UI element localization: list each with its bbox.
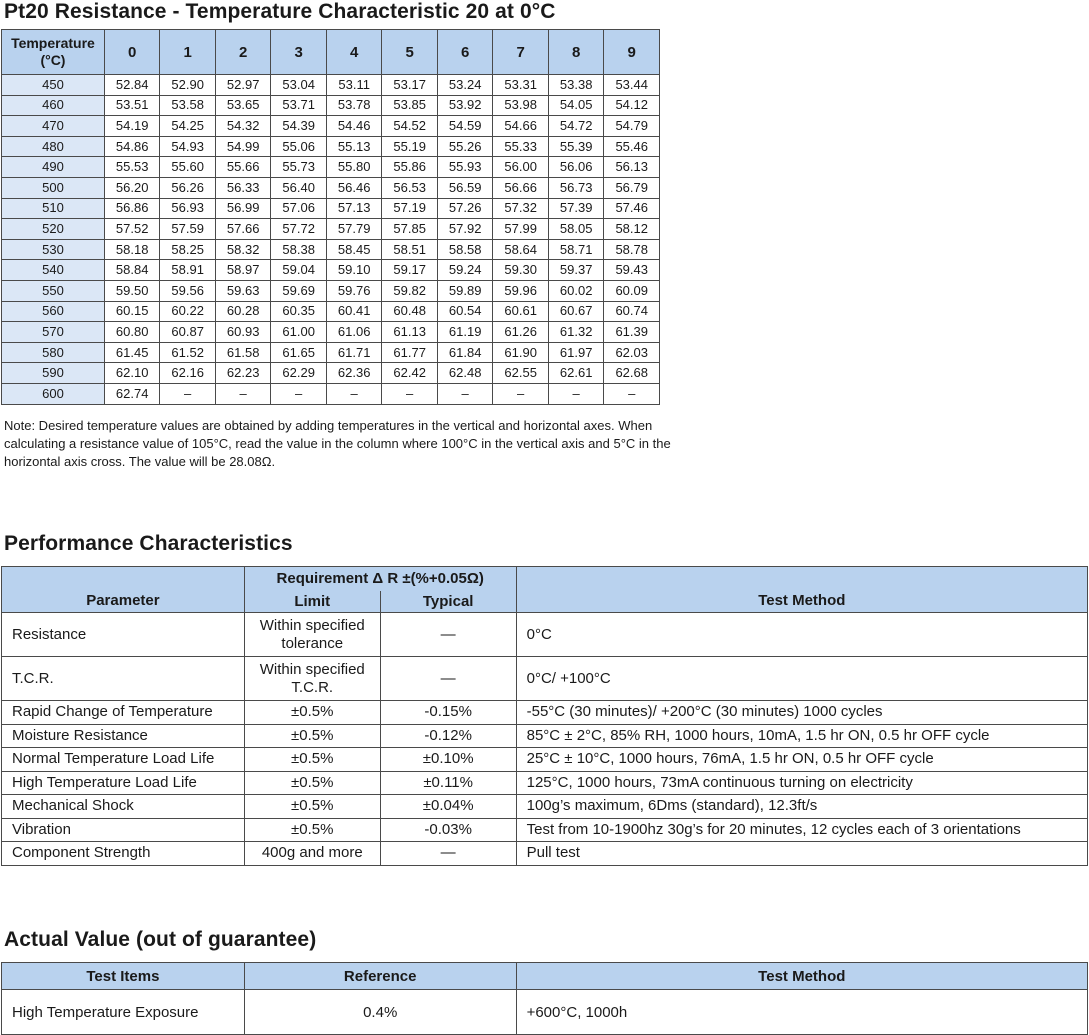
resistance-value: 60.41 bbox=[326, 301, 382, 322]
performance-title: Performance Characteristics bbox=[4, 532, 293, 555]
table-row bbox=[2, 795, 1088, 819]
resistance-value: 56.33 bbox=[215, 177, 271, 198]
resistance-value: 62.29 bbox=[271, 363, 327, 384]
performance-table bbox=[1, 566, 1088, 866]
test-method-cell: Test from 10-1900hz 30g’s for 20 minutes, 12 cycles each of 3 orientations bbox=[516, 818, 1087, 842]
typical-cell: ±0.11% bbox=[380, 771, 516, 795]
resistance-value: 61.97 bbox=[548, 342, 604, 363]
resistance-value: 58.64 bbox=[493, 239, 549, 260]
table-row bbox=[2, 842, 1088, 866]
resistance-value: 56.40 bbox=[271, 177, 327, 198]
resistance-value: 57.26 bbox=[437, 198, 493, 219]
limit-cell: ±0.5% bbox=[244, 748, 380, 772]
resistance-value: 57.13 bbox=[326, 198, 382, 219]
resistance-value: 59.96 bbox=[493, 280, 549, 301]
resistance-value: 58.51 bbox=[382, 239, 438, 260]
resistance-value: 58.45 bbox=[326, 239, 382, 260]
resistance-value: – bbox=[437, 383, 493, 404]
resistance-value: 55.13 bbox=[326, 136, 382, 157]
table-row bbox=[2, 157, 660, 178]
resistance-table-note: Note: Desired temperature values are obtained by adding temperatures in the vertical and horizontal axes. When calculating a resistance value of 105°C, read the value in the column where 100°C in the vertical axis and 5°C in the horizontal axis cross. The value will be 28.08Ω. bbox=[4, 418, 671, 469]
resistance-value: 59.50 bbox=[104, 280, 160, 301]
row-temperature: 590 bbox=[2, 363, 105, 384]
resistance-value: 54.72 bbox=[548, 116, 604, 137]
resistance-value: 60.67 bbox=[548, 301, 604, 322]
resistance-table-header-row bbox=[2, 30, 660, 75]
resistance-value: 59.63 bbox=[215, 280, 271, 301]
resistance-table-title: Pt20 Resistance - Temperature Characteristic 20 at 0°C bbox=[4, 0, 556, 23]
row-temperature: 530 bbox=[2, 239, 105, 260]
resistance-value: – bbox=[604, 383, 660, 404]
resistance-value: 57.19 bbox=[382, 198, 438, 219]
resistance-value: 57.59 bbox=[160, 219, 216, 240]
resistance-value: – bbox=[271, 383, 327, 404]
column-header-3: 3 bbox=[271, 30, 327, 75]
test-method-cell: 0°C/ +100°C bbox=[516, 657, 1087, 701]
row-temperature: 580 bbox=[2, 342, 105, 363]
resistance-value: 55.80 bbox=[326, 157, 382, 178]
table-row bbox=[2, 301, 660, 322]
resistance-value: 53.92 bbox=[437, 95, 493, 116]
row-temperature: 570 bbox=[2, 322, 105, 343]
resistance-value: 53.85 bbox=[382, 95, 438, 116]
resistance-value: 61.06 bbox=[326, 322, 382, 343]
resistance-value: 54.05 bbox=[548, 95, 604, 116]
resistance-value: 54.19 bbox=[104, 116, 160, 137]
resistance-value: 55.60 bbox=[160, 157, 216, 178]
table-row bbox=[2, 322, 660, 343]
resistance-value: 59.89 bbox=[437, 280, 493, 301]
table-row bbox=[2, 177, 660, 198]
resistance-value: 58.58 bbox=[437, 239, 493, 260]
resistance-value: 53.17 bbox=[382, 75, 438, 96]
resistance-value: 61.32 bbox=[548, 322, 604, 343]
column-header-1: 1 bbox=[160, 30, 216, 75]
resistance-value: 60.54 bbox=[437, 301, 493, 322]
resistance-value: 57.99 bbox=[493, 219, 549, 240]
typical-cell: ±0.04% bbox=[380, 795, 516, 819]
resistance-value: 60.09 bbox=[604, 280, 660, 301]
typical-cell: ±0.10% bbox=[380, 748, 516, 772]
table-row bbox=[2, 990, 1088, 1035]
resistance-value: 59.24 bbox=[437, 260, 493, 281]
resistance-value: 54.32 bbox=[215, 116, 271, 137]
resistance-value: 54.39 bbox=[271, 116, 327, 137]
column-header-4: 4 bbox=[326, 30, 382, 75]
resistance-value: 57.39 bbox=[548, 198, 604, 219]
resistance-value: 59.69 bbox=[271, 280, 327, 301]
resistance-value: 53.24 bbox=[437, 75, 493, 96]
row-temperature: 500 bbox=[2, 177, 105, 198]
resistance-value: 56.13 bbox=[604, 157, 660, 178]
test-method-cell: 125°C, 1000 hours, 73mA continuous turning on electricity bbox=[516, 771, 1087, 795]
resistance-temperature-table bbox=[1, 29, 660, 405]
resistance-value: 62.68 bbox=[604, 363, 660, 384]
resistance-value: – bbox=[493, 383, 549, 404]
table-row bbox=[2, 75, 660, 96]
parameter-cell: Vibration bbox=[2, 818, 245, 842]
table-row bbox=[2, 748, 1088, 772]
resistance-value: 54.93 bbox=[160, 136, 216, 157]
test-method-cell: -55°C (30 minutes)/ +200°C (30 minutes) 1000 cycles bbox=[516, 701, 1087, 725]
test-method-cell: 0°C bbox=[516, 613, 1087, 657]
table-row bbox=[2, 116, 660, 137]
resistance-value: 61.52 bbox=[160, 342, 216, 363]
row-temperature: 550 bbox=[2, 280, 105, 301]
column-header-2: 2 bbox=[215, 30, 271, 75]
row-temperature: 470 bbox=[2, 116, 105, 137]
resistance-value: 58.84 bbox=[104, 260, 160, 281]
table-row bbox=[2, 657, 1088, 701]
resistance-value: 54.25 bbox=[160, 116, 216, 137]
resistance-value: 57.52 bbox=[104, 219, 160, 240]
test-method-cell: Pull test bbox=[516, 842, 1087, 866]
table-row bbox=[2, 724, 1088, 748]
resistance-value: 57.72 bbox=[271, 219, 327, 240]
resistance-value: 58.38 bbox=[271, 239, 327, 260]
resistance-value: 60.74 bbox=[604, 301, 660, 322]
typical-cell: -0.03% bbox=[380, 818, 516, 842]
resistance-value: 53.98 bbox=[493, 95, 549, 116]
resistance-value: 57.85 bbox=[382, 219, 438, 240]
typical-cell: — bbox=[380, 842, 516, 866]
limit-cell: Within specified T.C.R. bbox=[244, 657, 380, 701]
resistance-value: 59.10 bbox=[326, 260, 382, 281]
column-header-6: 6 bbox=[437, 30, 493, 75]
resistance-table-body bbox=[2, 75, 660, 405]
limit-header: Limit bbox=[244, 591, 380, 613]
resistance-value: 61.58 bbox=[215, 342, 271, 363]
temperature-header: Temperature (°C) bbox=[2, 30, 105, 75]
table-row bbox=[2, 771, 1088, 795]
test-item-cell: High Temperature Exposure bbox=[2, 990, 245, 1035]
resistance-value: 59.82 bbox=[382, 280, 438, 301]
resistance-value: 57.79 bbox=[326, 219, 382, 240]
resistance-value: 53.65 bbox=[215, 95, 271, 116]
resistance-value: 56.53 bbox=[382, 177, 438, 198]
resistance-value: 56.66 bbox=[493, 177, 549, 198]
resistance-value: – bbox=[160, 383, 216, 404]
resistance-value: 54.79 bbox=[604, 116, 660, 137]
table-row bbox=[2, 818, 1088, 842]
resistance-value: 61.26 bbox=[493, 322, 549, 343]
resistance-value: 56.93 bbox=[160, 198, 216, 219]
resistance-value: 55.26 bbox=[437, 136, 493, 157]
resistance-value: 57.06 bbox=[271, 198, 327, 219]
table-row bbox=[2, 260, 660, 281]
resistance-value: 56.00 bbox=[493, 157, 549, 178]
resistance-value: 57.46 bbox=[604, 198, 660, 219]
resistance-value: 58.05 bbox=[548, 219, 604, 240]
resistance-value: 53.44 bbox=[604, 75, 660, 96]
resistance-value: 59.04 bbox=[271, 260, 327, 281]
resistance-value: 62.23 bbox=[215, 363, 271, 384]
resistance-value: 55.39 bbox=[548, 136, 604, 157]
parameter-cell: Mechanical Shock bbox=[2, 795, 245, 819]
resistance-value: 55.06 bbox=[271, 136, 327, 157]
performance-table-body bbox=[2, 613, 1088, 866]
actual-value-header-row bbox=[2, 963, 1088, 990]
row-temperature: 490 bbox=[2, 157, 105, 178]
resistance-value: 52.90 bbox=[160, 75, 216, 96]
resistance-value: 56.99 bbox=[215, 198, 271, 219]
resistance-value: 54.86 bbox=[104, 136, 160, 157]
row-temperature: 520 bbox=[2, 219, 105, 240]
parameter-cell: Normal Temperature Load Life bbox=[2, 748, 245, 772]
requirement-header: Requirement Δ R ±(%+0.05Ω) bbox=[244, 567, 516, 591]
resistance-value: 55.86 bbox=[382, 157, 438, 178]
resistance-value: 61.84 bbox=[437, 342, 493, 363]
resistance-value: 56.79 bbox=[604, 177, 660, 198]
resistance-value: 56.20 bbox=[104, 177, 160, 198]
limit-cell: ±0.5% bbox=[244, 795, 380, 819]
resistance-value: 62.10 bbox=[104, 363, 160, 384]
column-header-8: 8 bbox=[548, 30, 604, 75]
row-temperature: 460 bbox=[2, 95, 105, 116]
resistance-value: 58.78 bbox=[604, 239, 660, 260]
limit-cell: Within specified tolerance bbox=[244, 613, 380, 657]
column-header-0: 0 bbox=[104, 30, 160, 75]
resistance-value: 55.19 bbox=[382, 136, 438, 157]
resistance-value: 54.52 bbox=[382, 116, 438, 137]
resistance-value: – bbox=[326, 383, 382, 404]
column-header-5: 5 bbox=[382, 30, 438, 75]
row-temperature: 510 bbox=[2, 198, 105, 219]
test-items-header: Test Items bbox=[2, 963, 245, 990]
row-temperature: 560 bbox=[2, 301, 105, 322]
resistance-value: 60.61 bbox=[493, 301, 549, 322]
resistance-value: 62.36 bbox=[326, 363, 382, 384]
resistance-value: 59.76 bbox=[326, 280, 382, 301]
row-temperature: 600 bbox=[2, 383, 105, 404]
limit-cell: ±0.5% bbox=[244, 701, 380, 725]
typical-cell: -0.12% bbox=[380, 724, 516, 748]
resistance-value: 53.31 bbox=[493, 75, 549, 96]
resistance-value: 54.12 bbox=[604, 95, 660, 116]
resistance-value: 53.71 bbox=[271, 95, 327, 116]
resistance-value: 60.35 bbox=[271, 301, 327, 322]
performance-header-row-1 bbox=[2, 567, 1088, 591]
parameter-cell: T.C.R. bbox=[2, 657, 245, 701]
typical-cell: -0.15% bbox=[380, 701, 516, 725]
resistance-value: 62.48 bbox=[437, 363, 493, 384]
resistance-value: – bbox=[548, 383, 604, 404]
resistance-value: 60.87 bbox=[160, 322, 216, 343]
table-row bbox=[2, 198, 660, 219]
resistance-value: 60.22 bbox=[160, 301, 216, 322]
resistance-value: 61.00 bbox=[271, 322, 327, 343]
typical-header: Typical bbox=[380, 591, 516, 613]
resistance-value: 62.55 bbox=[493, 363, 549, 384]
limit-cell: ±0.5% bbox=[244, 724, 380, 748]
resistance-value: 56.26 bbox=[160, 177, 216, 198]
resistance-value: 60.80 bbox=[104, 322, 160, 343]
resistance-value: 61.71 bbox=[326, 342, 382, 363]
resistance-value: 59.17 bbox=[382, 260, 438, 281]
resistance-value: 58.32 bbox=[215, 239, 271, 260]
actual-value-table-body bbox=[2, 990, 1088, 1035]
actual-test-method-cell: +600°C, 1000h bbox=[516, 990, 1087, 1035]
test-method-cell: 85°C ± 2°C, 85% RH, 1000 hours, 10mA, 1.5 hr ON, 0.5 hr OFF cycle bbox=[516, 724, 1087, 748]
parameter-cell: Moisture Resistance bbox=[2, 724, 245, 748]
resistance-value: 62.16 bbox=[160, 363, 216, 384]
resistance-value: 56.06 bbox=[548, 157, 604, 178]
resistance-value: 61.45 bbox=[104, 342, 160, 363]
row-temperature: 480 bbox=[2, 136, 105, 157]
typical-cell: — bbox=[380, 657, 516, 701]
resistance-value: 62.74 bbox=[104, 383, 160, 404]
table-row bbox=[2, 701, 1088, 725]
resistance-value: 52.97 bbox=[215, 75, 271, 96]
resistance-value: 61.19 bbox=[437, 322, 493, 343]
resistance-value: 59.56 bbox=[160, 280, 216, 301]
table-row bbox=[2, 95, 660, 116]
resistance-value: 62.03 bbox=[604, 342, 660, 363]
table-row bbox=[2, 219, 660, 240]
resistance-value: 61.77 bbox=[382, 342, 438, 363]
reference-cell: 0.4% bbox=[244, 990, 516, 1035]
resistance-value: 53.11 bbox=[326, 75, 382, 96]
resistance-value: 54.59 bbox=[437, 116, 493, 137]
table-row bbox=[2, 136, 660, 157]
limit-cell: 400g and more bbox=[244, 842, 380, 866]
resistance-value: 58.12 bbox=[604, 219, 660, 240]
resistance-value: 58.25 bbox=[160, 239, 216, 260]
test-method-cell: 25°C ± 10°C, 1000 hours, 76mA, 1.5 hr ON, 0.5 hr OFF cycle bbox=[516, 748, 1087, 772]
resistance-value: – bbox=[382, 383, 438, 404]
resistance-value: 62.61 bbox=[548, 363, 604, 384]
resistance-value: 56.86 bbox=[104, 198, 160, 219]
column-header-7: 7 bbox=[493, 30, 549, 75]
typical-cell: — bbox=[380, 613, 516, 657]
resistance-value: 53.04 bbox=[271, 75, 327, 96]
resistance-value: 57.92 bbox=[437, 219, 493, 240]
resistance-value: 60.93 bbox=[215, 322, 271, 343]
resistance-value: 61.39 bbox=[604, 322, 660, 343]
test-method-header: Test Method bbox=[516, 567, 1087, 613]
actual-value-table bbox=[1, 962, 1088, 1035]
resistance-value: 52.84 bbox=[104, 75, 160, 96]
resistance-value: 60.15 bbox=[104, 301, 160, 322]
actual-value-title: Actual Value (out of guarantee) bbox=[4, 928, 317, 951]
parameter-cell: Rapid Change of Temperature bbox=[2, 701, 245, 725]
resistance-value: 61.90 bbox=[493, 342, 549, 363]
resistance-value: 54.99 bbox=[215, 136, 271, 157]
resistance-value: 57.66 bbox=[215, 219, 271, 240]
reference-header: Reference bbox=[244, 963, 516, 990]
resistance-value: 54.46 bbox=[326, 116, 382, 137]
resistance-value: 53.38 bbox=[548, 75, 604, 96]
resistance-value: 55.46 bbox=[604, 136, 660, 157]
parameter-header: Parameter bbox=[2, 567, 245, 613]
parameter-cell: Resistance bbox=[2, 613, 245, 657]
column-header-9: 9 bbox=[604, 30, 660, 75]
resistance-value: 58.71 bbox=[548, 239, 604, 260]
resistance-value: 56.59 bbox=[437, 177, 493, 198]
resistance-value: 56.46 bbox=[326, 177, 382, 198]
resistance-value: 58.18 bbox=[104, 239, 160, 260]
test-method-cell: 100g’s maximum, 6Dms (standard), 12.3ft/s bbox=[516, 795, 1087, 819]
resistance-value: 55.33 bbox=[493, 136, 549, 157]
resistance-value: 56.73 bbox=[548, 177, 604, 198]
table-row bbox=[2, 363, 660, 384]
resistance-value: 53.58 bbox=[160, 95, 216, 116]
table-row bbox=[2, 280, 660, 301]
limit-cell: ±0.5% bbox=[244, 818, 380, 842]
resistance-value: 60.48 bbox=[382, 301, 438, 322]
resistance-value: 57.32 bbox=[493, 198, 549, 219]
resistance-value: 59.30 bbox=[493, 260, 549, 281]
resistance-value: 53.51 bbox=[104, 95, 160, 116]
row-temperature: 540 bbox=[2, 260, 105, 281]
table-row bbox=[2, 383, 660, 404]
table-row bbox=[2, 613, 1088, 657]
table-row bbox=[2, 342, 660, 363]
resistance-value: 60.02 bbox=[548, 280, 604, 301]
resistance-value: 53.78 bbox=[326, 95, 382, 116]
parameter-cell: High Temperature Load Life bbox=[2, 771, 245, 795]
resistance-value: 55.66 bbox=[215, 157, 271, 178]
actual-test-method-header: Test Method bbox=[516, 963, 1087, 990]
row-temperature: 450 bbox=[2, 75, 105, 96]
resistance-value: 58.91 bbox=[160, 260, 216, 281]
resistance-value: 59.43 bbox=[604, 260, 660, 281]
resistance-value: 61.13 bbox=[382, 322, 438, 343]
resistance-value: 58.97 bbox=[215, 260, 271, 281]
resistance-value: – bbox=[215, 383, 271, 404]
resistance-value: 55.93 bbox=[437, 157, 493, 178]
resistance-value: 61.65 bbox=[271, 342, 327, 363]
resistance-value: 55.73 bbox=[271, 157, 327, 178]
resistance-value: 55.53 bbox=[104, 157, 160, 178]
resistance-value: 54.66 bbox=[493, 116, 549, 137]
resistance-value: 59.37 bbox=[548, 260, 604, 281]
table-row bbox=[2, 239, 660, 260]
parameter-cell: Component Strength bbox=[2, 842, 245, 866]
resistance-value: 62.42 bbox=[382, 363, 438, 384]
resistance-value: 60.28 bbox=[215, 301, 271, 322]
limit-cell: ±0.5% bbox=[244, 771, 380, 795]
